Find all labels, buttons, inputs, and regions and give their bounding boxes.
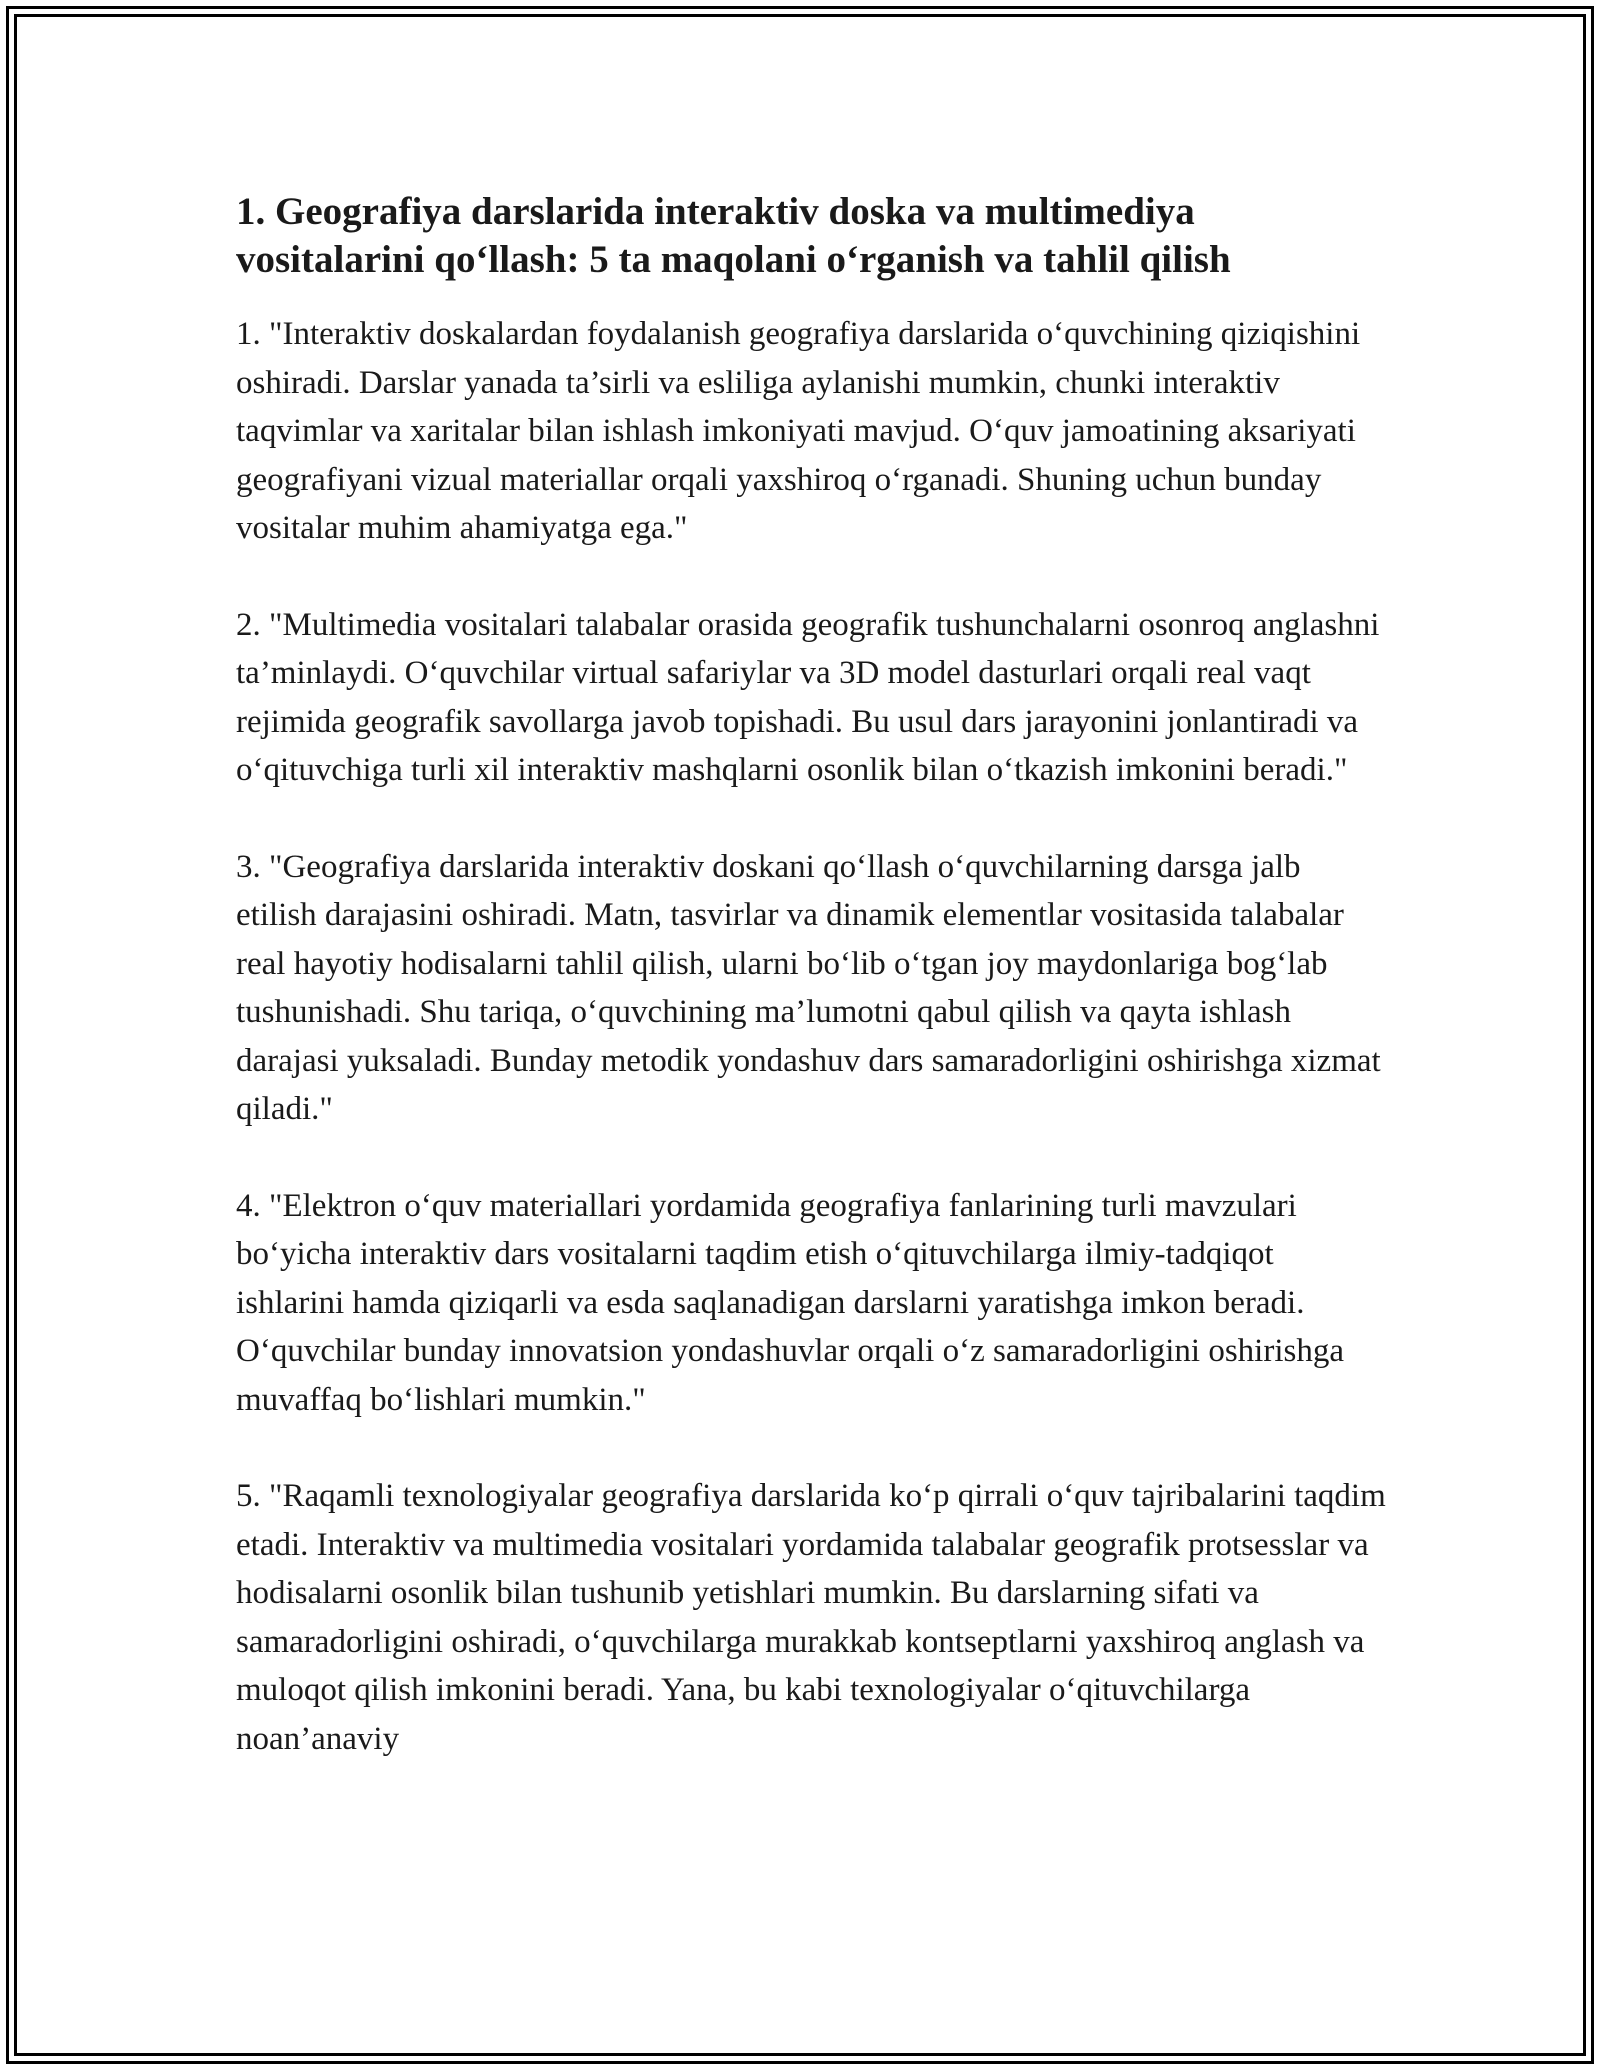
article-summary-2: 2. "Multimedia vositalari talabalar orasida geografik tushunchalarni osonroq anglashni ta’minlaydi. O‘quvchilar virtual safariylar va 3D model dasturlari orqali real vaqt rejimida geografik savollarga javob topishadi. Bu usul dars jarayonini jonlantiradi va o‘qituvchiga turli xil interaktiv mashqlarni osonlik bilan o‘tkazish imkonini beradi." [236, 606, 1380, 788]
article-summary-5: 5. "Raqamli texnologiyalar geografiya darslarida ko‘p qirrali o‘quv tajribalarini taqdim etadi. Interaktiv va multimedia vositalari yordamida talabalar geografik protsesslar va hodisalarni osonlik bilan tushunib yetishlari mumkin. Bu darslarning sifati va samaradorligini oshiradi, o‘quvchilarga murakkab kontseptlarni yaxshiroq anglash va muloqot qilish imkonini beradi. Yana, bu kabi texnologiyalar o‘qituvchilarga noan’anaviy [236, 1478, 1386, 1757]
article-summary-1: 1. "Interaktiv doskalardan foydalanish geografiya darslarida o‘quvchining qiziqishini oshiradi. Darslar yanada ta’sirli va esliliga aylanishi mumkin, chunki interaktiv taqvimlar va xaritalar bilan ishlash imkoniyati mavjud. O‘quv jamoatining aksariyati geografiyani vizual materiallar orqali yaxshiroq o‘rganadi. Shuning uchun bunday vositalar muhim ahamiyatga ega." [236, 316, 1361, 546]
article-summary-4: 4. "Elektron o‘quv materiallari yordamida geografiya fanlarining turli mavzulari bo‘yicha interaktiv dars vositalarni taqdim etish o‘qituvchilarga ilmiy-tadqiqot ishlarini hamda qiziqarli va esda saqlanadigan darslarni yaratishga imkon beradi. O‘quvchilar bunday innovatsion yondashuvlar orqali o‘z samaradorligini oshirishga muvaffaq bo‘lishlari mumkin." [236, 1187, 1344, 1418]
article-summary-3: 3. "Geografiya darslarida interaktiv doskani qo‘llash o‘quvchilarning darsga jalb etilish darajasini oshiradi. Matn, tasvirlar va dinamik elementlar vositasida talabalar real hayotiy hodisalarni tahlil qilish, ularni bo‘lib o‘tgan joy maydonlariga bog‘lab tushunishadi. Shu tariqa, o‘quvchining ma’lumotni qabul qilish va qayta ishlash darajasi yuksaladi. Bunday metodik yondashuv dars samaradorligini oshirishga xizmat qiladi." [236, 848, 1381, 1127]
document-heading: 1. Geografiya darslarida interaktiv doska va multimediya vositalarini qo‘llash: 5 ta maqolani o‘rganish va tahlil qilish [236, 190, 1231, 281]
document-body [236, 188, 1386, 1811]
